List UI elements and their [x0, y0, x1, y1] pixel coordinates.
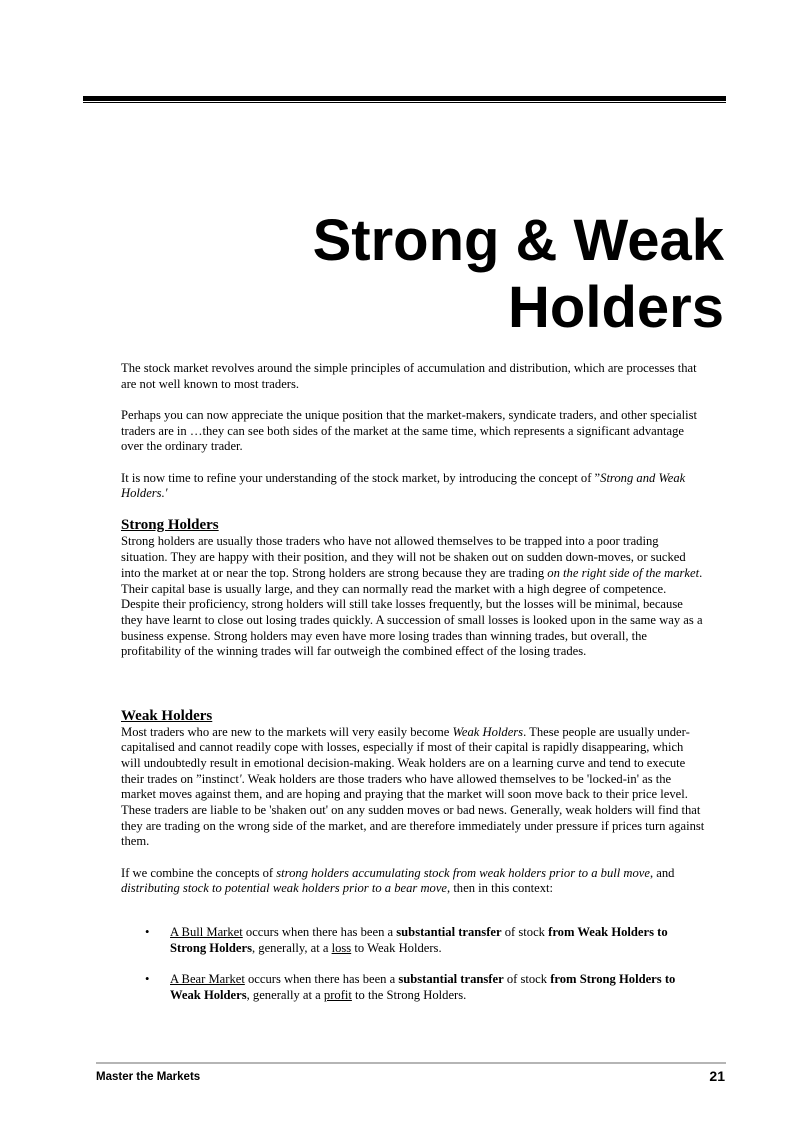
top-rule: [83, 96, 726, 101]
main-content: [121, 361, 706, 1019]
footer-book-title: Master the Markets: [96, 1071, 201, 1083]
intro-paragraph-1: The stock market revolves around the simple principles of accumulation and distribution, which are processes that are not well known to most traders.: [121, 361, 697, 391]
weak-holders-paragraph: Most traders who are new to the markets will very easily become Weak Holders. These people are usually under-capitalised and cannot readily cope with losses, especially if most of their capital is rapidly disappearing, which will undoubtedly result in emotional decision-making. Weak holders are on a learning curve and tend to execute their trades on ”instinct'. Weak holders are those traders who have allowed themselves to be 'locked-in' as the market moves against them, and are hoping and praying that the market will soon move back to their price level. These traders are liable to be 'shaken out' on any sudden moves or bad news. Generally, weak holders will find that they are trading on the wrong side of the market, and are therefore immediately under pressure if prices turn against them.: [121, 724, 705, 849]
intro-paragraph-3: It is now time to refine your understanding of the stock market, by introducing the concept of ”Strong and Weak Holders.': [121, 470, 686, 501]
intro-paragraph-2: Perhaps you can now appreciate the unique position that the market-makers, syndicate traders, and other specialist traders are in …they can see both sides of the market at the same time, which represents a significant advantage over the ordinary trader.: [121, 407, 697, 454]
title-line-2: Holders: [508, 274, 724, 340]
strong-holders-paragraph: Strong holders are usually those traders who have not allowed themselves to be trapped into a poor trading situation. They are happy with their position, and they will not be shaken out on sudden down-moves, or sucked into the market at or near the top. Strong holders are strong because they are trading on the right side of the market. Their capital base is usually large, and they can normally read the market with a high degree of competence. Despite their proficiency, strong holders will still take losses frequently, but the losses will be minimal, because they have learnt to close out losing trades quickly. A succession of small losses is looked upon in the same way as a business expense. Strong holders may even have more losing trades than winning trades, but overall, the profitability of the winning trades will far outweigh the combined effect of the losing trades.: [121, 534, 703, 659]
strong-holders-heading: Strong Holders: [121, 517, 219, 534]
title-line-1: Strong & Weak: [312, 207, 724, 273]
bullet-icon: •: [145, 971, 150, 986]
combine-paragraph: If we combine the concepts of strong holders accumulating stock from weak holders prior to a bull move, and distributing stock to potential weak holders prior to a bear move, then in this context:: [121, 865, 675, 896]
page-title: [124, 207, 724, 341]
top-rule-thin: [83, 102, 726, 103]
weak-holders-heading: Weak Holders: [121, 707, 213, 724]
section-spacer: [121, 676, 706, 708]
list-item-bear-market: • A Bear Market occurs when there has been a substantial transfer of stock from Strong Holders to Weak Holders, generally at a profit to the Strong Holders.: [145, 971, 676, 1002]
bull-market-link[interactable]: A Bull Market: [170, 925, 243, 940]
bullet-icon: •: [145, 925, 150, 940]
footer-rule: [96, 1062, 726, 1064]
market-bullet-list: [121, 925, 706, 1003]
bear-market-link[interactable]: A Bear Market: [170, 971, 245, 986]
intro-emphasis: Strong and Weak Holders.': [121, 470, 686, 501]
page-number: 21: [709, 1068, 725, 1084]
list-item-bull-market: • A Bull Market occurs when there has been a substantial transfer of stock from Weak Holders to Strong Holders, generally, at a loss to Weak Holders.: [145, 925, 668, 955]
